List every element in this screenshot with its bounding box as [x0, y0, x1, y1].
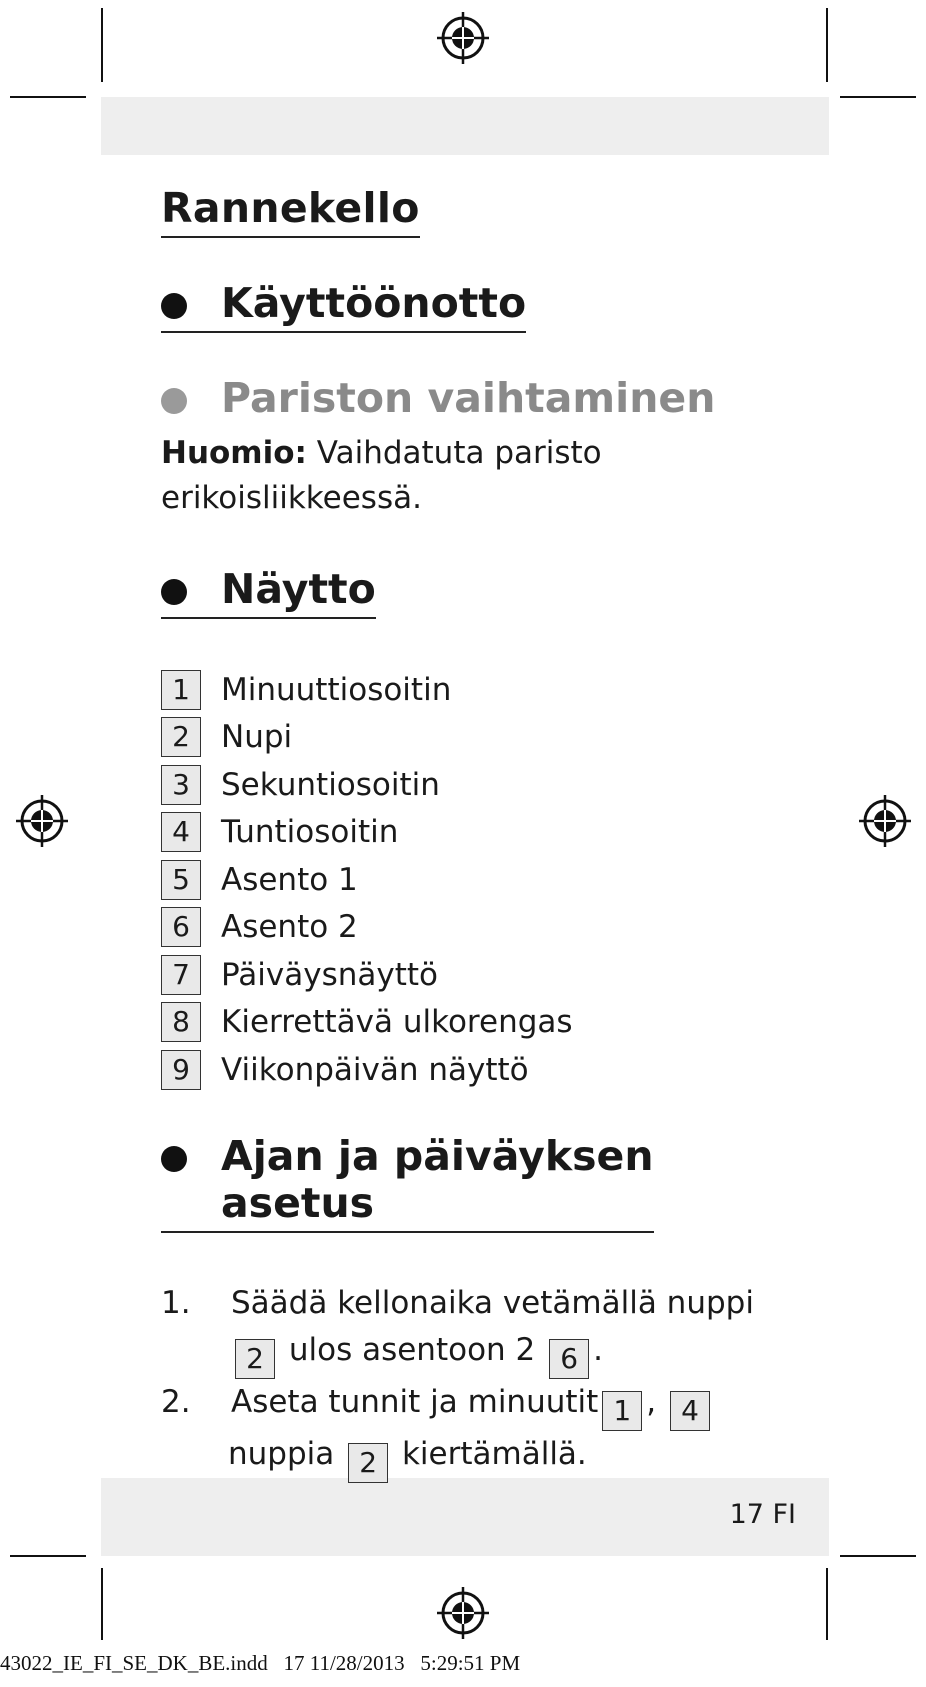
- crop-mark: [840, 1555, 916, 1557]
- step-text: [231, 1280, 754, 1379]
- section-heading-line: Ajan ja päiväyksen: [221, 1132, 654, 1180]
- legend-label: Päiväysnäyttö: [221, 956, 439, 993]
- section-heading-text: [221, 1133, 654, 1227]
- legend-label: Asento 1: [221, 861, 358, 898]
- legend-label: Asento 2: [221, 909, 358, 946]
- legend-number: 5: [161, 860, 201, 900]
- section-heading-line: asetus: [221, 1179, 375, 1228]
- legend-label: Sekuntiosoitin: [221, 766, 440, 803]
- note-text: Vaihdatuta paristo: [306, 435, 602, 471]
- legend-number: 4: [161, 812, 201, 852]
- section-heading-naytto: [161, 566, 376, 619]
- part-reference: 2: [235, 1339, 275, 1379]
- part-reference: 4: [670, 1391, 710, 1431]
- page-title: Rannekello: [161, 185, 420, 238]
- legend-number: 2: [161, 717, 201, 757]
- part-reference: 1: [602, 1391, 642, 1431]
- registration-mark-icon: [857, 793, 913, 849]
- legend-item: [161, 999, 573, 1047]
- legend-number: 8: [161, 1002, 201, 1042]
- step-text-part: Aseta tunnit ja minuutit: [231, 1384, 599, 1420]
- legend-label: Minuuttiosoitin: [221, 671, 452, 708]
- legend-item: [161, 1046, 573, 1094]
- step-text-part: .: [593, 1332, 603, 1368]
- legend-item: [161, 809, 573, 857]
- legend-number: 6: [161, 907, 201, 947]
- step-number: 1.: [161, 1285, 191, 1321]
- registration-mark-icon: [14, 793, 70, 849]
- crop-mark: [10, 96, 86, 98]
- legend-item: [161, 951, 573, 999]
- step-text-part: kiertämällä.: [392, 1436, 587, 1472]
- legend-item: [161, 904, 573, 952]
- bullet-icon: [161, 579, 187, 605]
- legend-item: [161, 714, 573, 762]
- step-text: [228, 1379, 714, 1483]
- crop-mark: [101, 8, 103, 82]
- section-heading-ajan: [161, 1133, 654, 1233]
- part-reference: 6: [549, 1339, 589, 1379]
- bullet-icon: [161, 1146, 187, 1172]
- display-legend: [161, 666, 573, 1094]
- step-text-part: ,: [646, 1384, 657, 1420]
- section-heading-pariston: [161, 375, 715, 426]
- footer-band: [101, 1478, 829, 1556]
- legend-number: 9: [161, 1050, 201, 1090]
- legend-number: 3: [161, 765, 201, 805]
- crop-mark: [826, 8, 828, 82]
- crop-mark: [10, 1555, 86, 1557]
- note-label: Huomio:: [161, 435, 307, 471]
- legend-item: [161, 856, 573, 904]
- part-reference: 2: [348, 1443, 388, 1483]
- legend-number: 1: [161, 670, 201, 710]
- section-heading-text: Näytto: [221, 565, 376, 613]
- legend-item: [161, 666, 573, 714]
- legend-number: 7: [161, 955, 201, 995]
- step-item: [161, 1280, 754, 1379]
- print-slug: 43022_IE_FI_SE_DK_BE.indd 17 11/28/2013 5:29:51 PM: [0, 1651, 521, 1675]
- section-heading-kayttoonotto: [161, 280, 526, 333]
- step-number: 2.: [161, 1384, 191, 1420]
- legend-label: Nupi: [221, 719, 293, 756]
- header-band: [101, 97, 829, 155]
- step-text-part: nuppia: [228, 1436, 335, 1472]
- page-number: 17 FI: [729, 1499, 796, 1530]
- step-text-part: Säädä kellonaika vetämällä nuppi: [231, 1285, 754, 1321]
- crop-mark: [826, 1568, 828, 1640]
- legend-item: [161, 761, 573, 809]
- crop-mark: [840, 96, 916, 98]
- bullet-icon: [161, 293, 187, 319]
- section-heading-text: Pariston vaihtaminen: [221, 374, 716, 422]
- crop-mark: [101, 1568, 103, 1640]
- bullet-icon: [161, 388, 187, 414]
- registration-mark-icon: [435, 1585, 491, 1641]
- note-text: erikoisliikkeessä.: [161, 480, 422, 516]
- legend-label: Viikonpäivän näyttö: [221, 1051, 529, 1088]
- instruction-steps: [161, 1280, 754, 1483]
- legend-label: Kierrettävä ulkorengas: [221, 1004, 573, 1041]
- section-heading-text: Käyttöönotto: [221, 279, 527, 327]
- legend-label: Tuntiosoitin: [221, 814, 399, 851]
- note-paragraph: [161, 431, 602, 521]
- step-item: [161, 1379, 754, 1483]
- registration-mark-icon: [435, 10, 491, 66]
- step-text-part: ulos asentoon 2: [279, 1332, 546, 1368]
